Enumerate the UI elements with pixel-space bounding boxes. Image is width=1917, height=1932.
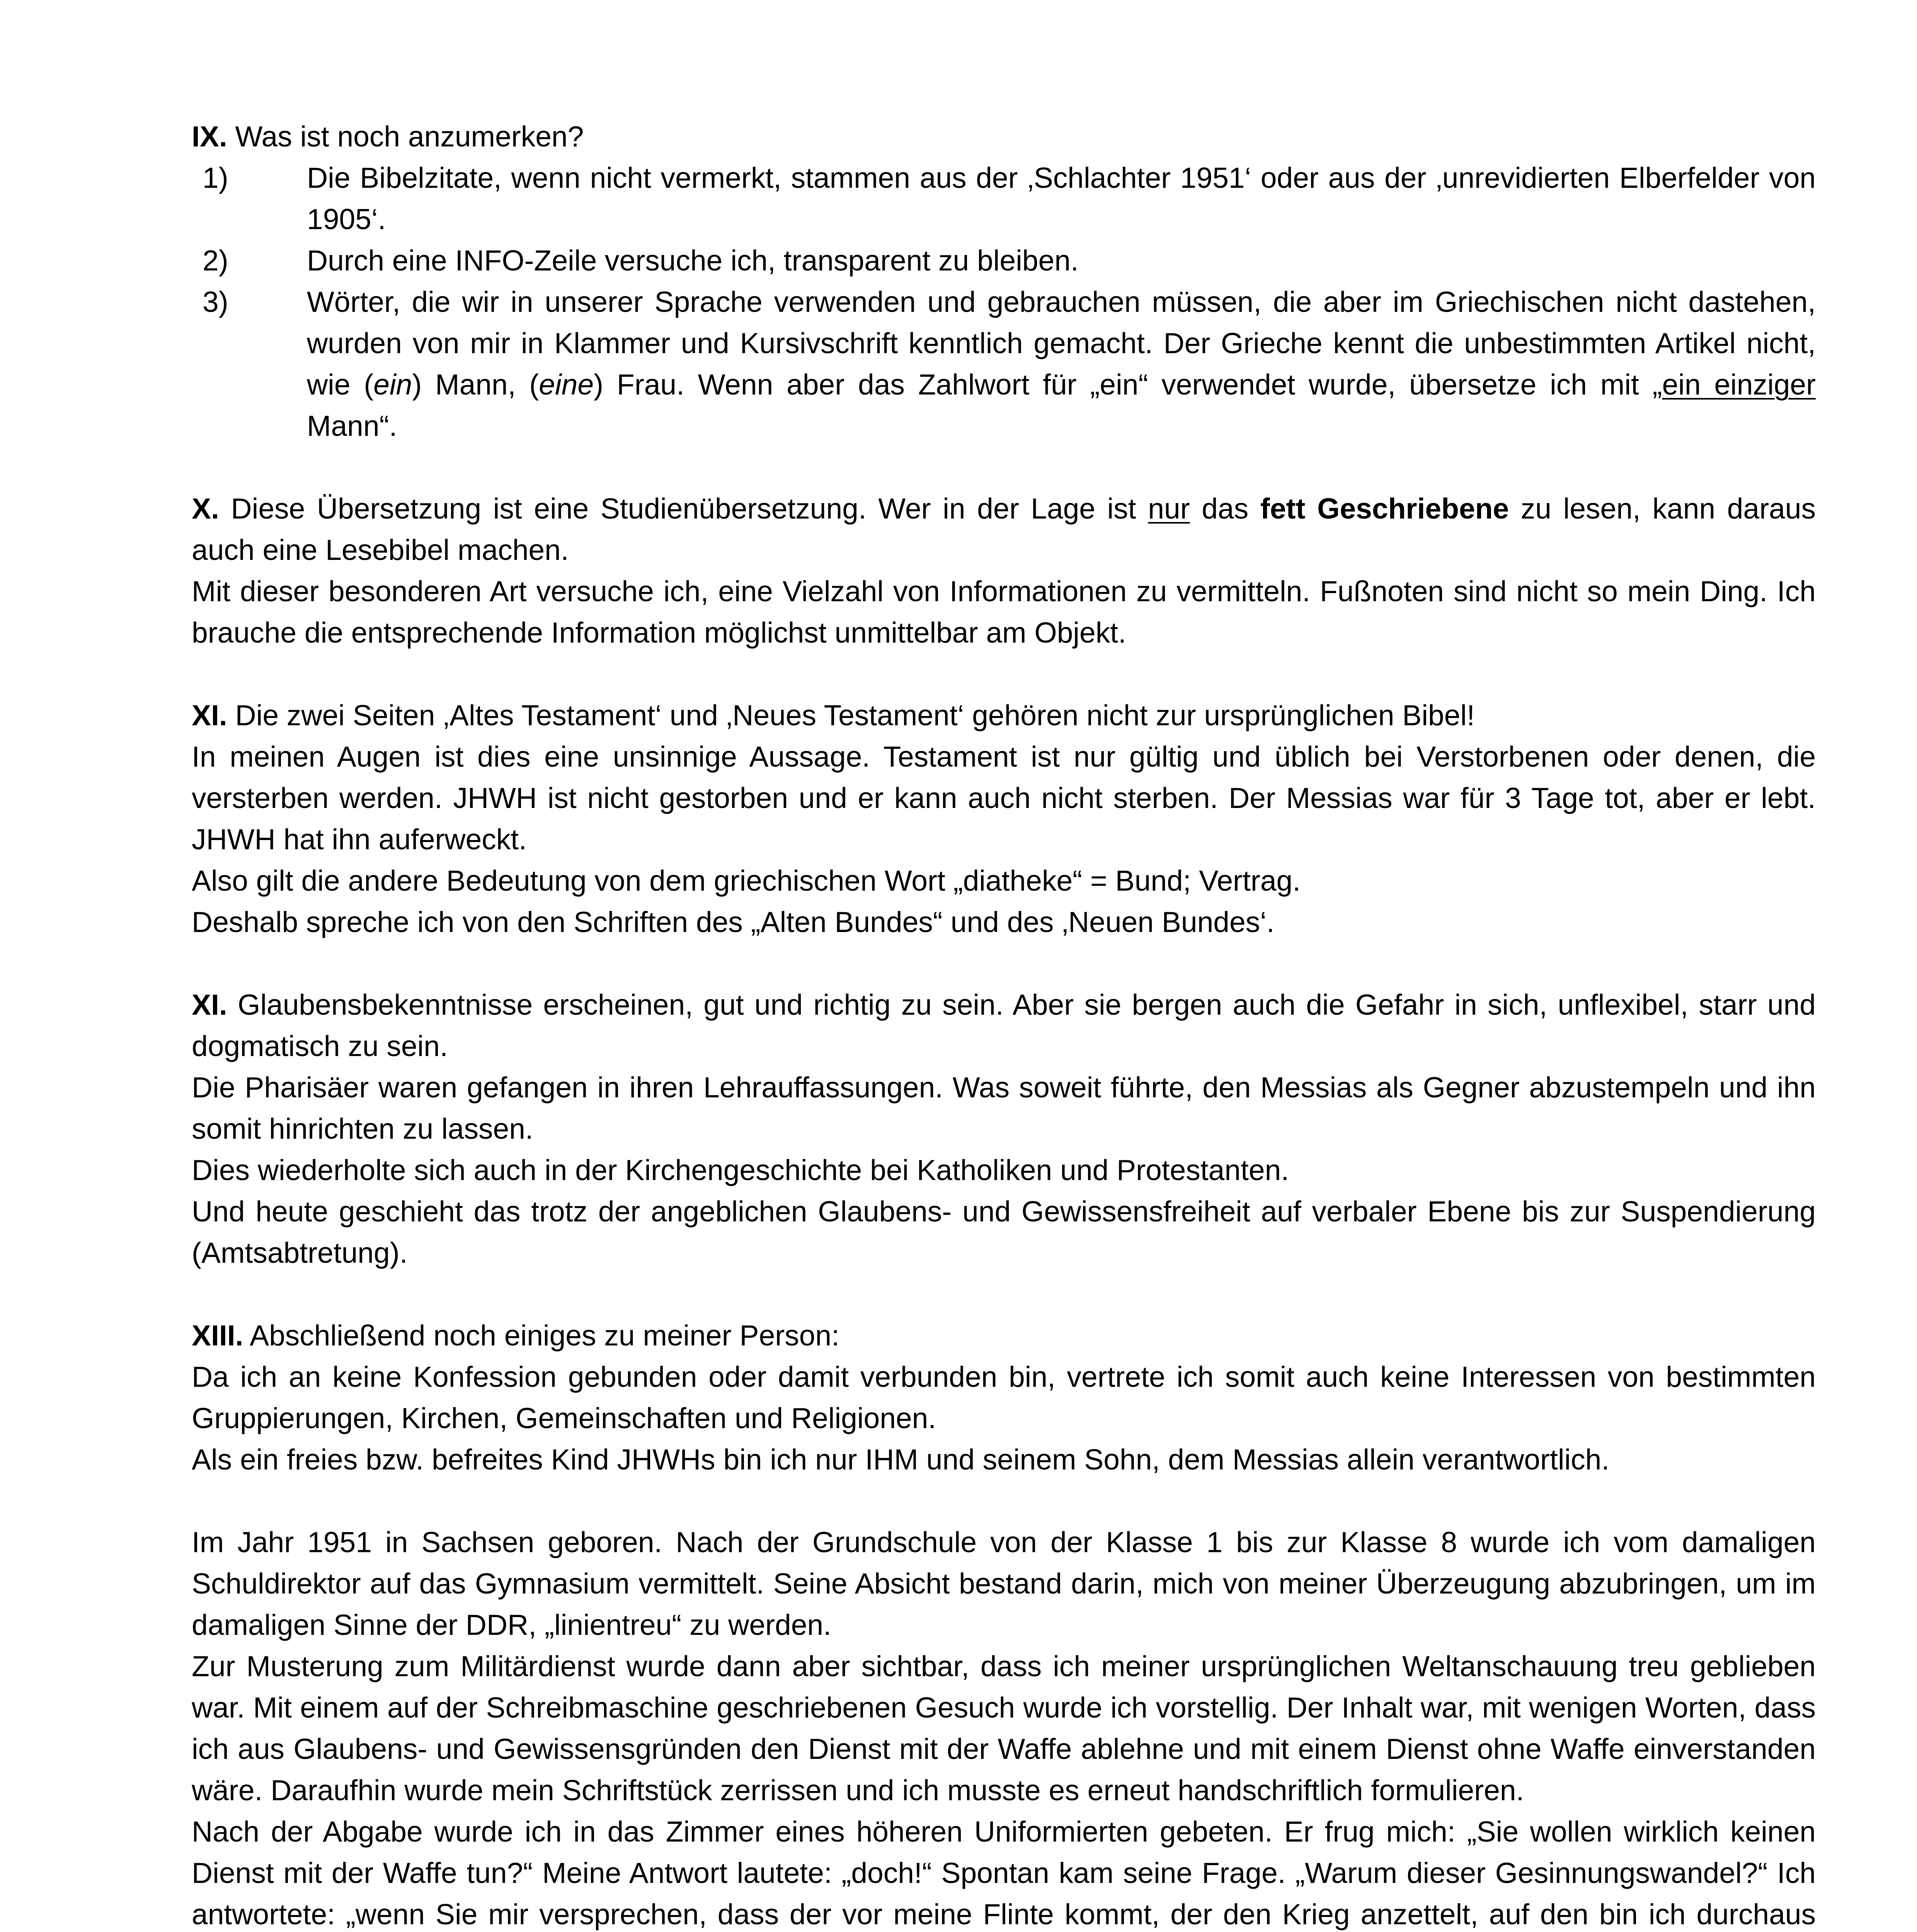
note-item-3 [192, 281, 1816, 447]
underlined-word: nur [1148, 492, 1190, 525]
text-run: Die zwei Seiten ‚Altes Testament‘ und ‚Neues Testament‘ gehören nicht zur ursprünglichen Bibel! [227, 699, 1475, 731]
section-xiii-heading: XIII. [192, 1319, 243, 1352]
note-text: Die Bibelzitate, wenn nicht vermerkt, stammen aus der ‚Schlachter 1951‘ oder aus der ‚unrevidierten Elberfelder von 1905‘. [307, 162, 1816, 235]
paragraph: Zur Musterung zum Militärdienst wurde dann aber sichtbar, dass ich meiner ursprünglichen Weltanschauung treu geblieben war. Mit einem auf der Schreibmaschine geschriebenen Gesuch wurde ich vorstellig. Der Inhalt war, mit wenigen Worten, dass ich aus Glaubens- und Gewissensgründen den Dienst mit der Waffe ablehne und mit einem Dienst ohne Waffe einverstanden wäre. Daraufhin wurde mein Schriftstück zerrissen und ich musste es erneut handschriftlich formulieren. [192, 1650, 1816, 1806]
paragraph: Und heute geschieht das trotz der angeblichen Glaubens- und Gewissensfreiheit auf verbaler Ebene bis zur Suspendierung (Amtsabtretung). [192, 1195, 1816, 1269]
text-run: Glaubensbekenntnisse erscheinen, gut und richtig zu sein. Aber sie bergen auch die Gefahr in sich, unflexibel, starr und dogmatisch zu sein. [192, 988, 1816, 1062]
bold-phrase: fett Geschriebene [1260, 492, 1509, 525]
text-run: das [1190, 492, 1260, 525]
section-xi-testament [192, 695, 1816, 943]
section-x [192, 488, 1816, 653]
text-run: zu lesen, kann daraus auch eine Lesebibel machen. [192, 492, 1816, 566]
note-text-part: ) Frau. Wenn aber das Zahlwort für „ein“ verwendet wurde, übersetze ich mit „ [594, 368, 1662, 401]
paragraph: Da ich an keine Konfession gebunden oder damit verbunden bin, vertrete ich somit auch keine Interessen von bestimmten Gruppierungen, Kirchen, Gemeinschaften und Religionen. [192, 1361, 1816, 1434]
section-ix [192, 116, 1816, 447]
paragraph [192, 984, 1816, 1067]
text-run: Diese Übersetzung ist eine Studienübersetzung. Wer in der Lage ist [219, 492, 1148, 525]
notes-list [192, 157, 1816, 447]
section-xi-heading: XI. [192, 699, 227, 731]
paragraph: Mit dieser besonderen Art versuche ich, eine Vielzahl von Informationen zu vermitteln. Fußnoten sind nicht so mein Ding. Ich brauche die entsprechende Information möglichst unmittelbar am Objekt. [192, 575, 1816, 649]
note-text-part: ) Mann, ( [412, 368, 539, 401]
underlined-phrase: ein einziger [1662, 368, 1816, 401]
paragraph [192, 488, 1816, 571]
section-xi-confessions [192, 984, 1816, 1274]
note-number: 3) [203, 286, 228, 318]
note-number: 1) [203, 162, 228, 194]
paragraph: Deshalb spreche ich von den Schriften des „Alten Bundes“ und des ‚Neuen Bundes‘. [192, 906, 1275, 938]
section-ix-heading: IX. [192, 120, 227, 153]
paragraph: Nach der Abgabe wurde ich in das Zimmer eines höheren Uniformierten gebeten. Er frug mich: „Sie wollen wirklich keinen Dienst mit der Waffe tun?“ Meine Antwort lautete: „doch!“ Spontan kam seine Frage. „Warum dieser Gesinnungswandel?“ Ich antwortete: „wenn Sie mir versprechen, dass der vor meine Flinte kommt, der den Krieg anzettelt, auf den bin ich durchaus [192, 1815, 1816, 1930]
page-content [192, 116, 1816, 1932]
paragraph [192, 1315, 1816, 1356]
paragraph: Also gilt die andere Bedeutung von dem griechischen Wort „diatheke“ = Bund; Vertrag. [192, 864, 1301, 897]
note-item-1 [192, 157, 1816, 240]
italic-word: eine [539, 368, 594, 401]
paragraph: Die Pharisäer waren gefangen in ihren Lehrauffassungen. Was soweit führte, den Messias als Gegner abzustempeln und ihn somit hinrichten zu lassen. [192, 1071, 1816, 1145]
section-xi-heading: XI. [192, 988, 227, 1021]
section-xiii [192, 1315, 1816, 1480]
note-text: Durch eine INFO-Zeile versuche ich, transparent zu bleiben. [307, 244, 1079, 277]
section-x-heading: X. [192, 492, 219, 525]
paragraph [192, 695, 1816, 736]
paragraph: Als ein freies bzw. befreites Kind JHWHs bin ich nur IHM und seinem Sohn, dem Messias allein verantwortlich. [192, 1443, 1610, 1476]
note-number: 2) [203, 244, 228, 277]
note-text-part: Mann“. [307, 410, 397, 442]
paragraph: Im Jahr 1951 in Sachsen geboren. Nach der Grundschule von der Klasse 1 bis zur Klasse 8 wurde ich vom damaligen Schuldirektor auf das Gymnasium vermittelt. Seine Absicht bestand darin, mich von meiner Überzeugung abzubringen, um im damaligen Sinne der DDR, „linientreu“ zu werden. [192, 1526, 1816, 1641]
note-text-part: Wörter, die wir in unserer Sprache verwenden und gebrauchen müssen, die aber im Griechischen nicht dastehen, wurden von mir in Klammer und Kursivschrift kenntlich gemacht. Der Grieche kennt die unbestimmten Artikel nicht, wie ( [307, 286, 1816, 401]
biography [192, 1522, 1816, 1932]
text-run: Abschließend noch einiges zu meiner Person: [243, 1319, 839, 1352]
paragraph: Dies wiederholte sich auch in der Kirchengeschichte bei Katholiken und Protestanten. [192, 1154, 1289, 1186]
section-ix-intro [192, 116, 1816, 157]
section-ix-intro-text: Was ist noch anzumerken? [235, 120, 584, 153]
paragraph: In meinen Augen ist dies eine unsinnige Aussage. Testament ist nur gültig und üblich bei Verstorbenen oder denen, die versterben werden. JHWH ist nicht gestorben und er kann auch nicht sterben. Der Messias war für 3 Tage tot, aber er lebt. JHWH hat ihn auferweckt. [192, 740, 1816, 855]
italic-word: ein [373, 368, 412, 401]
note-item-2 [192, 240, 1816, 281]
